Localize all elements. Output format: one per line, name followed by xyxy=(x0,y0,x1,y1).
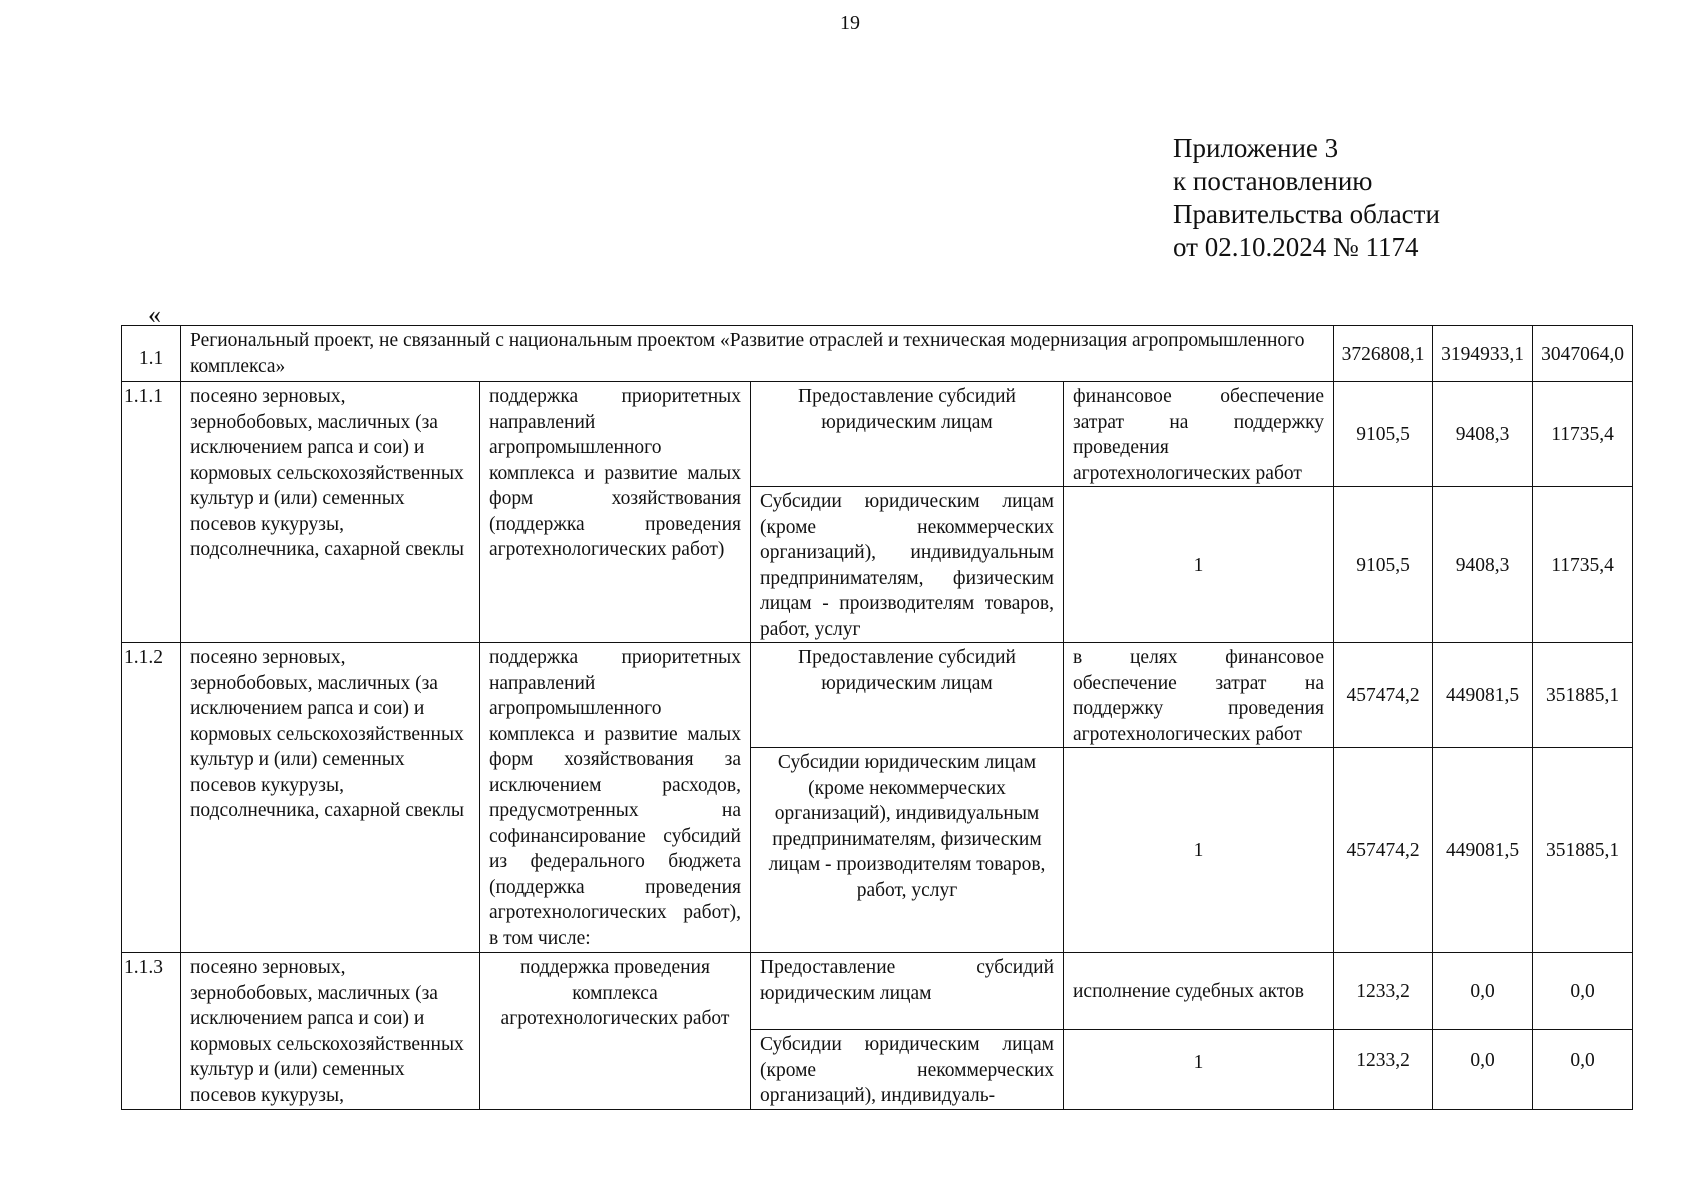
amount-year-2: 449081,5 xyxy=(1433,748,1533,953)
subsidy-purpose: 1 xyxy=(1064,1030,1334,1110)
amount-year-2: 9408,3 xyxy=(1433,487,1533,643)
table-row-1-1-3 xyxy=(122,953,1633,1030)
amount-year-2: 9408,3 xyxy=(1433,382,1533,487)
subsidy-type: Субсидии юридическим лицам (кроме некоммерческих организаций), индивидуальным предпринимателям, физическим лицам - производителям товаров, работ, услуг xyxy=(751,487,1064,643)
subsidy-type: Предоставление субсидий юридическим лицам xyxy=(751,953,1064,1030)
amount-year-1: 1233,2 xyxy=(1334,953,1433,1030)
result-description: посеяно зерновых, зернобобовых, масличных (за исключением рапса и сои) и кормовых сельскохозяйственных культур и (или) семенных посевов кукурузы, подсолнечника, сахарной свеклы xyxy=(181,643,480,953)
subsidy-type: Предоставление субсидий юридическим лицам xyxy=(751,382,1064,487)
subsidy-type: Субсидии юридическим лицам (кроме некоммерческих организаций), индивидуальным предпринимателям, физическим лицам - производителям товаров, работ, услуг xyxy=(751,748,1064,953)
subsidy-purpose: 1 xyxy=(1064,487,1334,643)
table-row-1-1-1 xyxy=(122,382,1633,487)
appendix-line-4: от 02.10.2024 № 1174 xyxy=(1173,232,1419,262)
amount-year-3: 351885,1 xyxy=(1533,643,1633,748)
amount-year-3: 0,0 xyxy=(1533,1030,1633,1110)
row-number: 1.1.2 xyxy=(122,643,181,953)
amount-year-2: 3194933,1 xyxy=(1433,326,1533,382)
amount-year-1: 9105,5 xyxy=(1334,487,1433,643)
row-number: 1.1 xyxy=(122,326,181,382)
support-direction: поддержка проведения комплекса агротехнологических работ xyxy=(480,953,751,1110)
row-number: 1.1.3 xyxy=(122,953,181,1110)
amount-year-2: 449081,5 xyxy=(1433,643,1533,748)
subsidy-type: Предоставление субсидий юридическим лицам xyxy=(751,643,1064,748)
amount-year-2: 0,0 xyxy=(1433,953,1533,1030)
subsidy-purpose: в целях финансовое обеспечение затрат на поддержку проведения агротехнологических работ xyxy=(1064,643,1334,748)
support-direction: поддержка приоритетных направлений агропромышленного комплекса и развитие малых форм хозяйствования за исключением расходов, предусмотренных на софинансирование субсидий из федерального бюджета (поддержка проведения агротехнологических работ), в том числе: xyxy=(480,643,751,953)
appendix-line-2: к постановлению xyxy=(1173,166,1373,196)
result-description: посеяно зерновых, зернобобовых, масличных (за исключением рапса и сои) и кормовых сельскохозяйственных культур и (или) семенных посевов кукурузы, xyxy=(181,953,480,1110)
subsidy-type: Субсидии юридическим лицам (кроме некоммерческих организаций), индивидуаль- xyxy=(751,1030,1064,1110)
amount-year-2: 0,0 xyxy=(1433,1030,1533,1110)
amount-year-1: 9105,5 xyxy=(1334,382,1433,487)
result-description: посеяно зерновых, зернобобовых, масличных (за исключением рапса и сои) и кормовых сельскохозяйственных культур и (или) семенных посевов кукурузы, подсолнечника, сахарной свеклы xyxy=(181,382,480,643)
appendix-line-3: Правительства области xyxy=(1173,199,1440,229)
appendix-header xyxy=(1173,132,1440,264)
page-number: 19 xyxy=(840,12,860,34)
amount-year-1: 1233,2 xyxy=(1334,1030,1433,1110)
amount-year-1: 457474,2 xyxy=(1334,748,1433,953)
amount-year-3: 3047064,0 xyxy=(1533,326,1633,382)
amount-year-3: 0,0 xyxy=(1533,953,1633,1030)
subsidy-purpose: 1 xyxy=(1064,748,1334,953)
regional-project-title: Региональный проект, не связанный с национальным проектом «Развитие отраслей и техническая модернизация агропромышленного комплекса» xyxy=(181,326,1334,382)
opening-quote-mark: « xyxy=(148,300,161,329)
amount-year-1: 457474,2 xyxy=(1334,643,1433,748)
amount-year-3: 11735,4 xyxy=(1533,382,1633,487)
subsidy-purpose: исполнение судебных актов xyxy=(1064,953,1334,1030)
support-direction: поддержка приоритетных направлений агропромышленного комплекса и развитие малых форм хозяйствования (поддержка проведения агротехнологических работ) xyxy=(480,382,751,643)
table-row-1-1 xyxy=(122,326,1633,382)
funding-table xyxy=(121,325,1633,1110)
row-number: 1.1.1 xyxy=(122,382,181,643)
subsidy-purpose: финансовое обеспечение затрат на поддержку проведения агротехнологических работ xyxy=(1064,382,1334,487)
appendix-line-1: Приложение 3 xyxy=(1173,133,1339,163)
amount-year-3: 351885,1 xyxy=(1533,748,1633,953)
amount-year-1: 3726808,1 xyxy=(1334,326,1433,382)
table-row-1-1-2 xyxy=(122,643,1633,748)
amount-year-3: 11735,4 xyxy=(1533,487,1633,643)
